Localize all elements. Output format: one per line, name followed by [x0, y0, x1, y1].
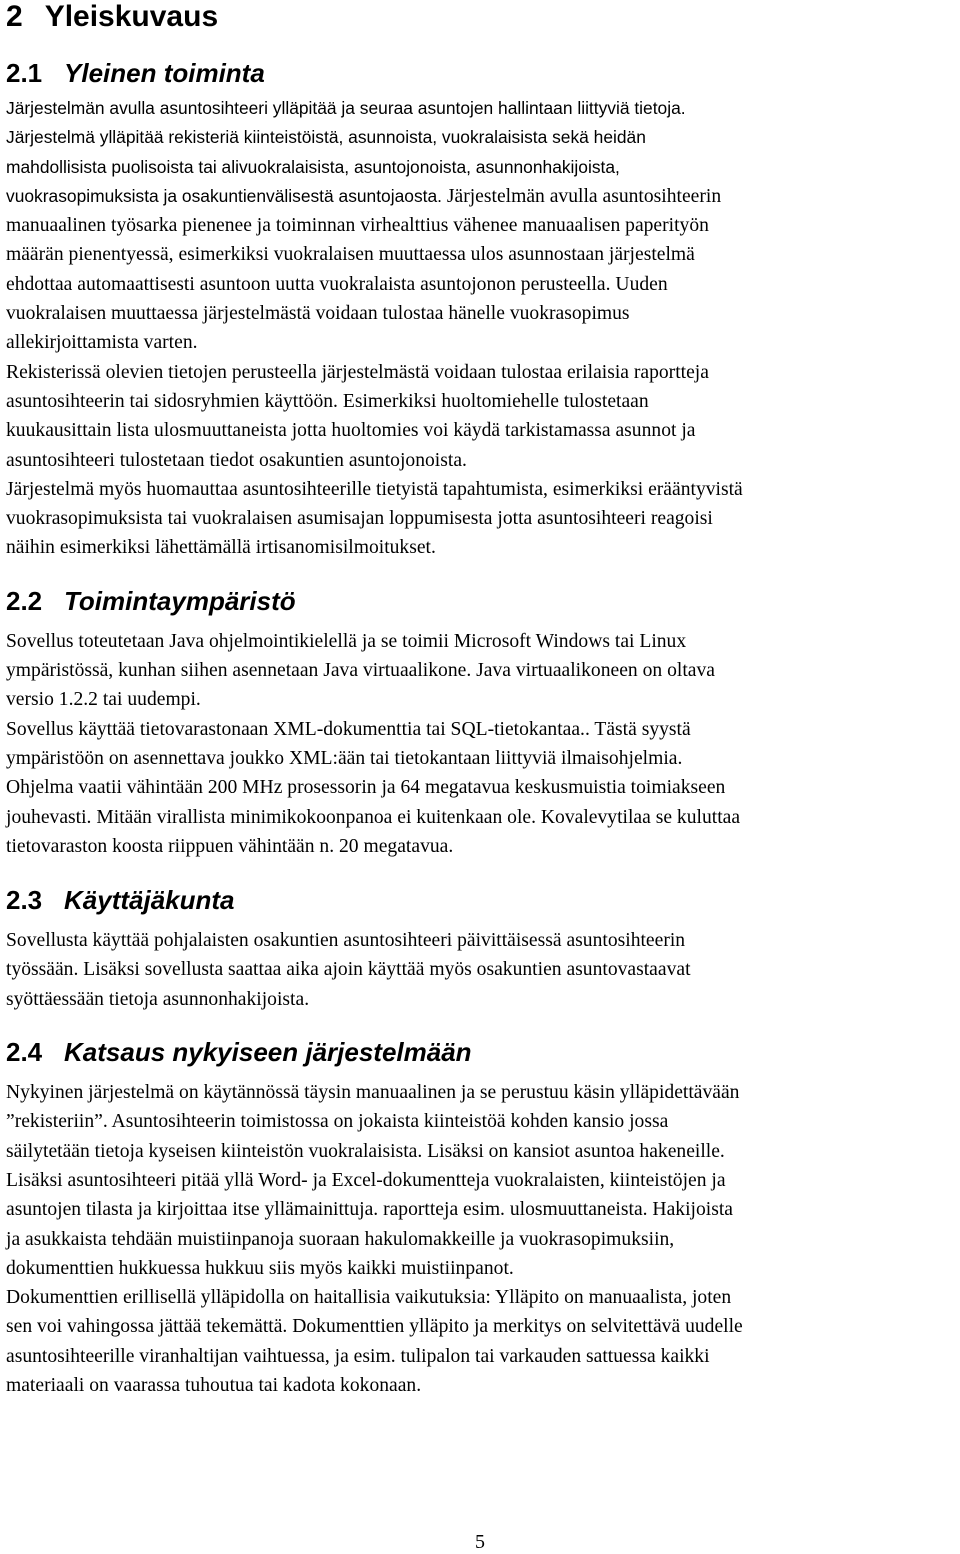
paragraph-text: vuokrasopimuksista ja osakuntienvälisestä asuntojaosta.	[6, 185, 442, 206]
paragraph-line: mahdollisista puolisoista tai alivuokralaisista, asuntojonoista, asunnonhakijoista,	[6, 156, 620, 177]
section-number: 2.1	[6, 58, 43, 88]
paragraph-line: Järjestelmä ylläpitää rekisteriä kiinteistöistä, asunnoista, vuokralaisista sekä heidän	[6, 127, 646, 148]
paragraph-line: työssään. Lisäksi sovellusta saattaa aika ajoin käyttää myös osakuntien asuntovastaavat	[6, 959, 691, 981]
paragraph-line: vuokralaisen muuttaessa järjestelmästä voidaan tulostaa hänelle vuokrasopimus	[6, 303, 630, 325]
page-number: 5	[475, 1531, 485, 1553]
paragraph-line: ”rekisteriin”. Asuntosihteerin toimistossa on jokaista kiinteistöä kohden kansio jossa	[6, 1111, 669, 1133]
paragraph-line	[6, 182, 956, 211]
section-number: 2.3	[6, 885, 43, 916]
paragraph-line: Sovellus käyttää tietovarastonaan XML-dokumenttia tai SQL-tietokantaa.. Tästä syystä	[6, 718, 691, 740]
section-body	[6, 94, 956, 563]
paragraph-line: sen voi vahingossa jättää tekemättä. Dokumenttien ylläpito ja merkitys on selvitettävä uudelle	[6, 1316, 743, 1338]
paragraph-line: vuokrasopimuksista tai vuokralaisen asumisajan loppumisesta jotta asuntosihteeri reagoisi	[6, 508, 713, 530]
section-number: 2.2	[6, 585, 43, 616]
paragraph-line: Järjestelmä myös huomauttaa asuntosihteerille tietyistä tapahtumista, esimerkiksi erääntyvistä	[6, 478, 743, 500]
paragraph-line: asuntosihteeri tulostetaan tiedot osakuntien asuntojonoista.	[6, 449, 467, 471]
paragraph-line: ympäristössä, kunhan siihen asennetaan Java virtuaalikone. Java virtuaalikoneen on oltava	[6, 660, 715, 682]
paragraph-line: Sovellusta käyttää pohjalaisten osakuntien asuntosihteeri päivittäisessä asuntosihteerin	[6, 930, 686, 952]
paragraph-line: Sovellus toteutetaan Java ohjelmointikielellä ja se toimii Microsoft Windows tai Linux	[6, 630, 687, 652]
paragraph-line: Rekisterissä olevien tietojen perusteella järjestelmästä voidaan tulostaa erilaisia raportteja	[6, 361, 709, 383]
section-title: Yleinen toiminta	[64, 58, 265, 88]
paragraph-line: Lisäksi asuntosihteeri pitää yllä Word- ja Excel-dokumentteja vuokralaisten, kiinteistöjen ja	[6, 1169, 726, 1191]
paragraph-line: näihin esimerkiksi lähettämällä irtisanomisilmoitukset.	[6, 537, 436, 559]
paragraph-line: ja asukkaista tehdään muistiinpanoja suoraan hakulomakkeille ja vuokrasopimuksiin,	[6, 1228, 675, 1250]
chapter-heading	[6, 0, 956, 34]
section-body	[6, 1078, 956, 1400]
paragraph-line: versio 1.2.2 tai uudempi.	[6, 689, 201, 711]
paragraph-line: dokumenttien hukkuessa hukkuu siis myös kaikki muistiinpanot.	[6, 1257, 514, 1279]
chapter-title: Yleiskuvaus	[44, 0, 219, 33]
paragraph-line: Nykyinen järjestelmä on käytännössä täysin manuaalinen ja se perustuu käsin ylläpidettävään	[6, 1082, 740, 1104]
paragraph-line: asuntosihteerille viranhaltijan vaihtuessa, ja esim. tulipalon tai varkauden sattuessa kaikki	[6, 1345, 710, 1367]
paragraph-line: syöttäessään tietoja asunnonhakijoista.	[6, 988, 310, 1010]
paragraph-line: asuntosihteerin tai sidosryhmien käyttöön. Esimerkiksi huoltomiehelle tulostetaan	[6, 390, 649, 412]
paragraph-line: materiaali on vaarassa tuhoutua tai kadota kokonaan.	[6, 1374, 422, 1396]
section-heading	[6, 1037, 956, 1067]
paragraph-line: asuntojen tilasta ja kirjoittaa itse yllämainittuja. raportteja esim. ulosmuuttaneista. Hakijoista	[6, 1199, 733, 1221]
section-heading	[6, 58, 956, 88]
section-number: 2.4	[6, 1037, 43, 1068]
paragraph-line: Järjestelmän avulla asuntosihteeri ylläpitää ja seuraa asuntojen hallintaan liittyviä tietoja.	[6, 98, 686, 118]
paragraph-text: Järjestelmän avulla asuntosihteerin	[446, 185, 722, 207]
paragraph-line: Dokumenttien erillisellä ylläpidolla on haitallisia vaikutuksia: Ylläpito on manuaalista, joten	[6, 1287, 732, 1309]
paragraph-line: määrän pienentyessä, esimerkiksi vuokralaisen muuttaessa ulos asunnostaan järjestelmä	[6, 244, 695, 266]
section-title: Katsaus nykyiseen järjestelmään	[64, 1037, 472, 1068]
section-heading	[6, 885, 956, 915]
paragraph-line: jouhevasti. Mitään virallista minimikokoonpanoa ei kuitenkaan ole. Kovalevytilaa se kuluttaa	[6, 806, 741, 828]
paragraph-line: ympäristöön on asennettava joukko XML:ään tai tietokantaan liittyviä ilmaisohjelmia.	[6, 747, 683, 769]
document-page	[6, 0, 956, 1400]
paragraph-line: Ohjelma vaatii vähintään 200 MHz prosessorin ja 64 megatavua keskusmuistia toimiakseen	[6, 777, 726, 799]
paragraph-line: säilytetään tietoja kyseisen kiinteistön vuokralaisista. Lisäksi on kansiot asuntoa hakeneille.	[6, 1140, 725, 1162]
section-body	[6, 627, 956, 861]
paragraph-line: tietovaraston koosta riippuen vähintään n. 20 megatavua.	[6, 835, 454, 857]
section-heading	[6, 586, 956, 616]
section-title: Käyttäjäkunta	[64, 885, 235, 916]
paragraph-line: allekirjoittamista varten.	[6, 332, 198, 354]
chapter-number: 2	[6, 0, 23, 33]
paragraph-line: kuukausittain lista ulosmuuttaneista jotta huoltomies voi käydä tarkistamassa asunnot ja	[6, 420, 696, 442]
section-body	[6, 926, 956, 1014]
paragraph-line: ehdottaa automaattisesti asuntoon uutta vuokralaista asuntojonon perusteella. Uuden	[6, 273, 668, 295]
paragraph-line: manuaalinen työsarka pienenee ja toiminnan virhealttius vähenee manuaalisen paperityön	[6, 215, 709, 237]
section-title: Toimintaympäristö	[64, 585, 296, 616]
